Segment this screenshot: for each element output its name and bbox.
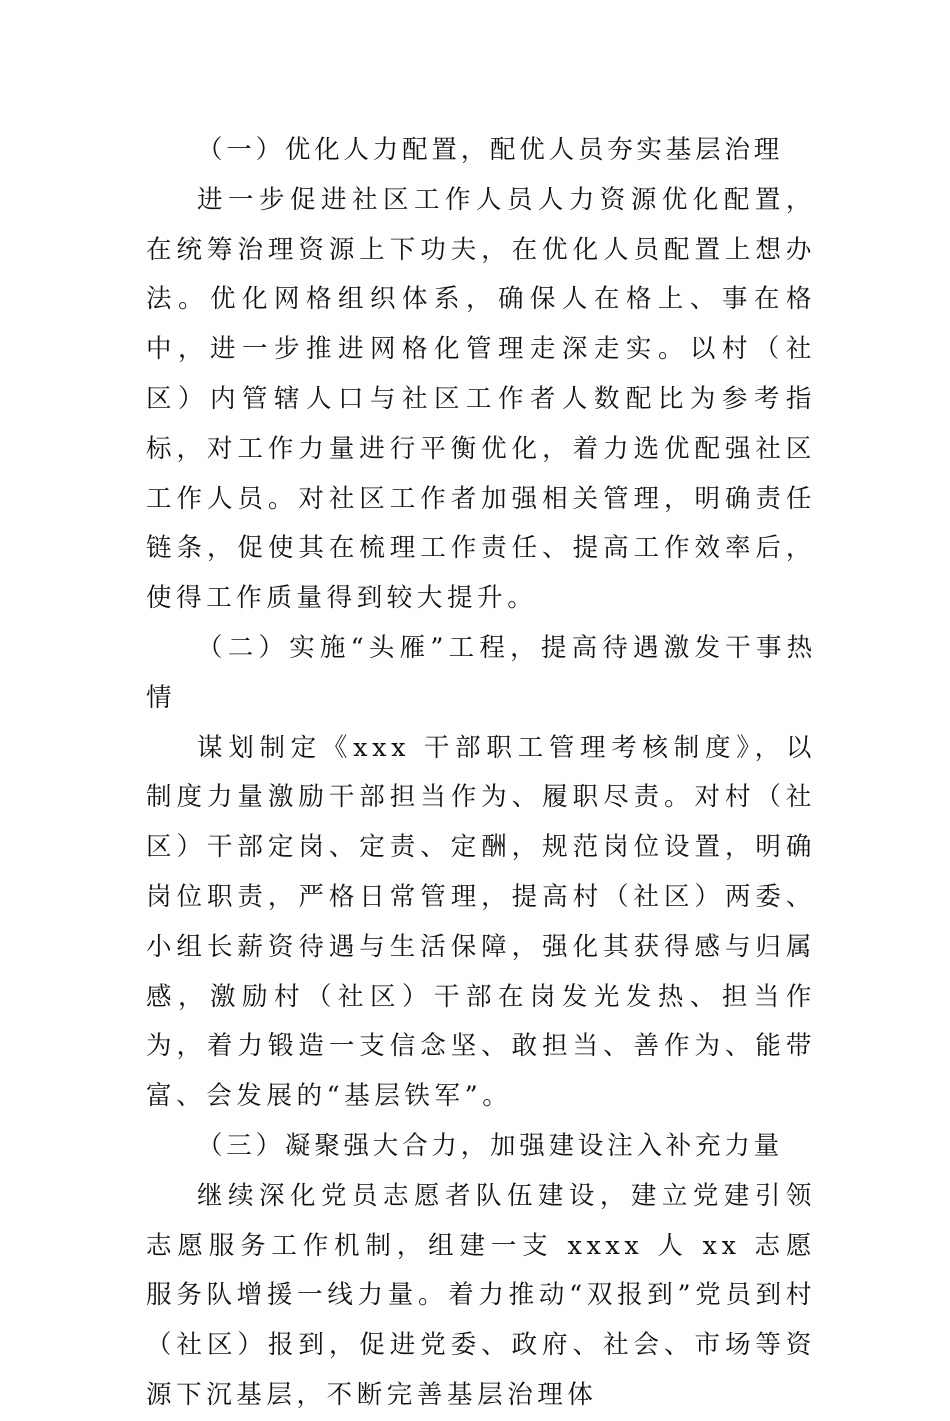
document-body (146, 126, 816, 1421)
section-heading-3: （三）凝聚强大合力，加强建设注入补充力量 (197, 1130, 784, 1161)
section-heading-2: （二）实施“头雁”工程，提高待遇激发干事热情 (146, 632, 816, 713)
section-heading-1: （一）优化人力配置，配优人员夯实基层治理 (197, 135, 784, 165)
section-paragraph-3: 继续深化党员志愿者队伍建设，建立党建引领志愿服务工作机制，组建一支 xxxx 人 xx 志愿服务队增援一线力量。着力推动“双报到”党员到村（社区）报到，促进党委、政府、社会、市场等资源下沉基层，不断完善基层治理体 (146, 1180, 816, 1410)
section-paragraph-2: 谋划制定《xxx 干部职工管理考核制度》，以制度力量激励干部担当作为、履职尽责。对村（社区）干部定岗、定责、定酬，规范岗位设置，明确岗位职责，严格日常管理，提高村（社区）两委、小组长薪资待遇与生活保障，强化其获得感与归属感，激励村（社区）干部在岗发光发热、担当作为，着力锻造一支信念坚、敢担当、善作为、能带富、会发展的“基层铁军”。 (146, 732, 816, 1112)
section-paragraph-1: 进一步促进社区工作人员人力资源优化配置，在统筹治理资源上下功夫，在优化人员配置上想办法。优化网格组织体系，确保人在格上、事在格中，进一步推进网格化管理走深走实。以村（社区）内管辖人口与社区工作者人数配比为参考指标，对工作力量进行平衡优化，着力选优配强社区工作人员。对社区工作者加强相关管理，明确责任链条，促使其在梳理工作责任、提高工作效率后，使得工作质量得到较大提升。 (146, 184, 816, 614)
